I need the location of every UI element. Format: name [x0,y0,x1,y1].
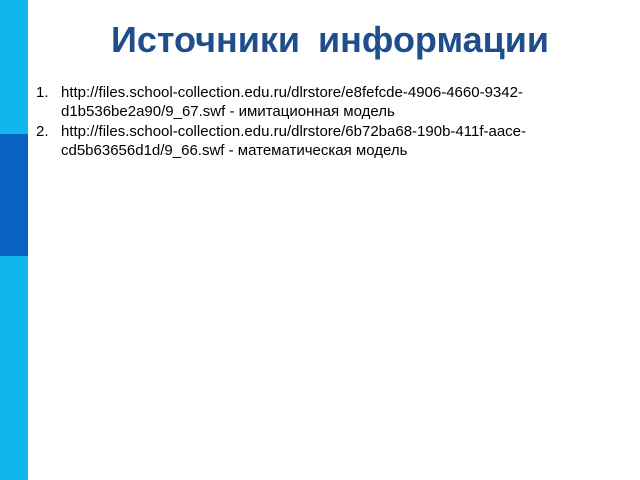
slide-title: Источники информации [110,19,550,60]
side-accent-bar [0,0,28,480]
sources-list [36,83,596,161]
side-bar-top-segment [0,0,28,134]
source-item-1 [36,83,596,121]
side-bar-bottom-segment [0,256,28,480]
source-link-2-line-2[interactable]: cd5b63656d1d/9_66.swf - математическая модель [61,142,408,159]
source-item-2 [36,122,596,160]
source-number-1: 1. [36,84,49,101]
source-link-1-line-2[interactable]: d1b536be2a90/9_67.swf - имитационная модель [61,103,395,120]
source-link-1-line-1[interactable]: http://files.school-collection.edu.ru/dlrstore/e8fefcde-4906-4660-9342- [61,84,523,101]
source-number-2: 2. [36,123,49,140]
source-link-2-line-1[interactable]: http://files.school-collection.edu.ru/dlrstore/6b72ba68-190b-411f-aace- [61,123,526,140]
side-bar-middle-segment [0,134,28,256]
